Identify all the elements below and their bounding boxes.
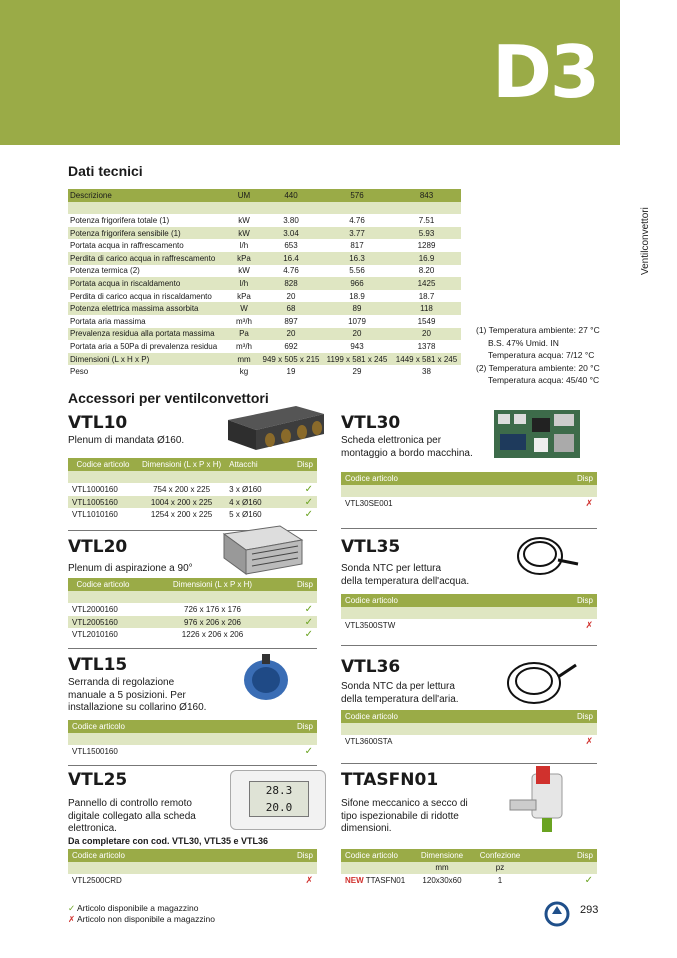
vtl20-block: VTL20 Plenum di aspirazione a 90° <box>68 537 193 574</box>
tech-row: Potenza frigorifera totale (1) kW 3.80 4.76 7.51 <box>70 215 435 225</box>
tech-row: Portata aria a 50Pa di prevalenza residua m³/h 692 943 1378 <box>70 341 436 351</box>
vtl10-desc: Plenum di mandata Ø160. <box>68 435 185 446</box>
divider <box>68 648 317 649</box>
legend: ✓ Articolo disponibile a magazzino ✗ Articolo non disponibile a magazzino <box>68 903 215 924</box>
vtl35-block: VTL35 Sonda NTC per lettura della temperatura dell'acqua. <box>341 537 470 587</box>
vtl36-table: Codice articolo Disp VTL3600STA ✗ <box>341 710 597 748</box>
vtl20-table: Codice articolo Dimensioni (L x P x H) Disp VTL2000160 726 x 176 x 176 ✓ VTL2005160 976 x 206 x 206 ✓ VTL2010160 1226 x 206 x 206 ✓ <box>68 578 317 641</box>
tech-notes: (1) Temperatura ambiente: 27 °C B.S. 47% Umid. IN Temperatura acqua: 7/12 °C (2) Temperatura ambiente: 20 °C Temperatura acqua: 45/40 °C <box>476 325 600 386</box>
vtl25-block: VTL25 Pannello di controllo remoto digitale collegato alla scheda elettronica. Da completare con cod. VTL30, VTL35 e VTL36 <box>68 770 269 846</box>
tech-row: Prevalenza residua alla portata massima Pa 20 20 20 <box>68 328 461 341</box>
tech-row: Perdita di carico acqua in raffrescamento kPa 16.4 16.3 16.9 <box>68 252 461 265</box>
tech-row: Potenza frigorifera sensibile (1) kW 3.04 3.77 5.93 <box>68 227 461 240</box>
control-panel-image: 28.3 20.0 <box>230 770 326 830</box>
page-number: 293 <box>580 904 599 916</box>
table-row: VTL30SE001 ✗ <box>341 497 597 510</box>
table-row: VTL2500CRD ✗ <box>68 874 317 887</box>
tech-row: Portata aria massima m³/h 897 1079 1549 <box>70 316 436 326</box>
brand-logo-icon <box>544 898 570 928</box>
accessories-title: Accessori per ventilconvettori <box>68 390 269 406</box>
header-band <box>0 0 620 145</box>
tech-row: Potenza termica (2) kW 4.76 5.56 8.20 <box>70 266 435 276</box>
tech-header-row: Descrizione UM 440 576 843 <box>68 189 461 202</box>
tech-row: Portata acqua in raffrescamento l/h 653 817 1289 <box>70 241 436 251</box>
vtl30-block: VTL30 Scheda elettronica per montaggio a bordo macchina. <box>341 413 473 459</box>
vtl30-table: Codice articolo Disp VTL30SE001 ✗ <box>341 472 597 510</box>
table-row: VTL1000160 754 x 200 x 225 3 x Ø160 ✓ <box>68 483 317 496</box>
intake-plenum-image <box>222 524 304 576</box>
vtl10-block <box>68 413 184 448</box>
tech-row: Perdita di carico acqua in riscaldamento kPa 20 18.9 18.7 <box>70 291 435 301</box>
air-probe-image <box>502 655 580 707</box>
divider <box>68 765 317 766</box>
table-row: VTL2005160 976 x 206 x 206 ✓ <box>68 616 317 629</box>
vtl15-block: VTL15 Serranda di regolazione manuale a 5 posizioni. Per installazione su collarino Ø160. <box>68 655 207 713</box>
vtl15-table: Codice articolo Disp VTL1500160 ✓ <box>68 720 317 758</box>
table-row: VTL2010160 1226 x 206 x 206 ✓ <box>68 628 317 641</box>
vtl35-table: Codice articolo Disp VTL3500STW ✗ <box>341 594 597 632</box>
divider <box>341 645 597 646</box>
divider <box>341 528 597 529</box>
table-row: VTL1500160 ✓ <box>68 745 317 758</box>
tech-row: Portata acqua in riscaldamento l/h 828 966 1425 <box>68 277 461 290</box>
table-row: VTL2000160 726 x 176 x 176 ✓ <box>68 603 317 616</box>
tech-row: Dimensioni (L x H x P) mm 949 x 505 x 215 1199 x 581 x 245 1449 x 581 x 245 <box>68 353 461 366</box>
plenum-image <box>226 400 326 452</box>
table-row: VTL3500STW ✗ <box>341 619 597 632</box>
table-row: VTL1010160 1254 x 200 x 225 5 x Ø160 ✓ <box>68 508 317 521</box>
table-row: VTL3600STA ✗ <box>341 735 597 748</box>
ttas-table: Codice articolo Dimensione Confezione Disp mm pz NEW TTASFN01 120x30x60 1 ✓ <box>341 849 597 887</box>
siphon-image <box>506 764 582 836</box>
tech-row: Potenza elettrica massima assorbita W 68 89 118 <box>68 302 461 315</box>
vtl10-table: Codice articolo Dimensioni (L x P x H) Attacchi Disp VTL1000160 754 x 200 x 225 3 x Ø160 ✓ VTL1005160 1004 x 200 x 225 4 x Ø160 ✓ VTL1010160 1254 x 200 x 225 5 x Ø160 ✓ <box>68 458 317 521</box>
table-row: NEW TTASFN01 120x30x60 1 ✓ <box>341 874 597 887</box>
section-code: D3 <box>492 30 598 114</box>
circuit-board-image <box>494 410 580 458</box>
water-probe-image <box>512 530 582 578</box>
damper-image <box>240 652 294 702</box>
side-label: Ventilconvettori <box>640 207 651 275</box>
tech-table <box>68 189 461 378</box>
tech-title: Dati tecnici <box>68 163 143 179</box>
vtl10-code: VTL10 <box>68 413 128 433</box>
ttas-block: TTASFN01 Sifone meccanico a secco di tipo ispezionabile di ridotte dimensioni. <box>341 770 468 834</box>
vtl36-block: VTL36 Sonda NTC da per lettura della temperatura dell'aria. <box>341 657 459 705</box>
tech-row: Peso kg 19 29 38 <box>70 367 431 377</box>
vtl25-table: Codice articolo Disp VTL2500CRD ✗ <box>68 849 317 887</box>
table-row: VTL1005160 1004 x 200 x 225 4 x Ø160 ✓ <box>68 496 317 509</box>
